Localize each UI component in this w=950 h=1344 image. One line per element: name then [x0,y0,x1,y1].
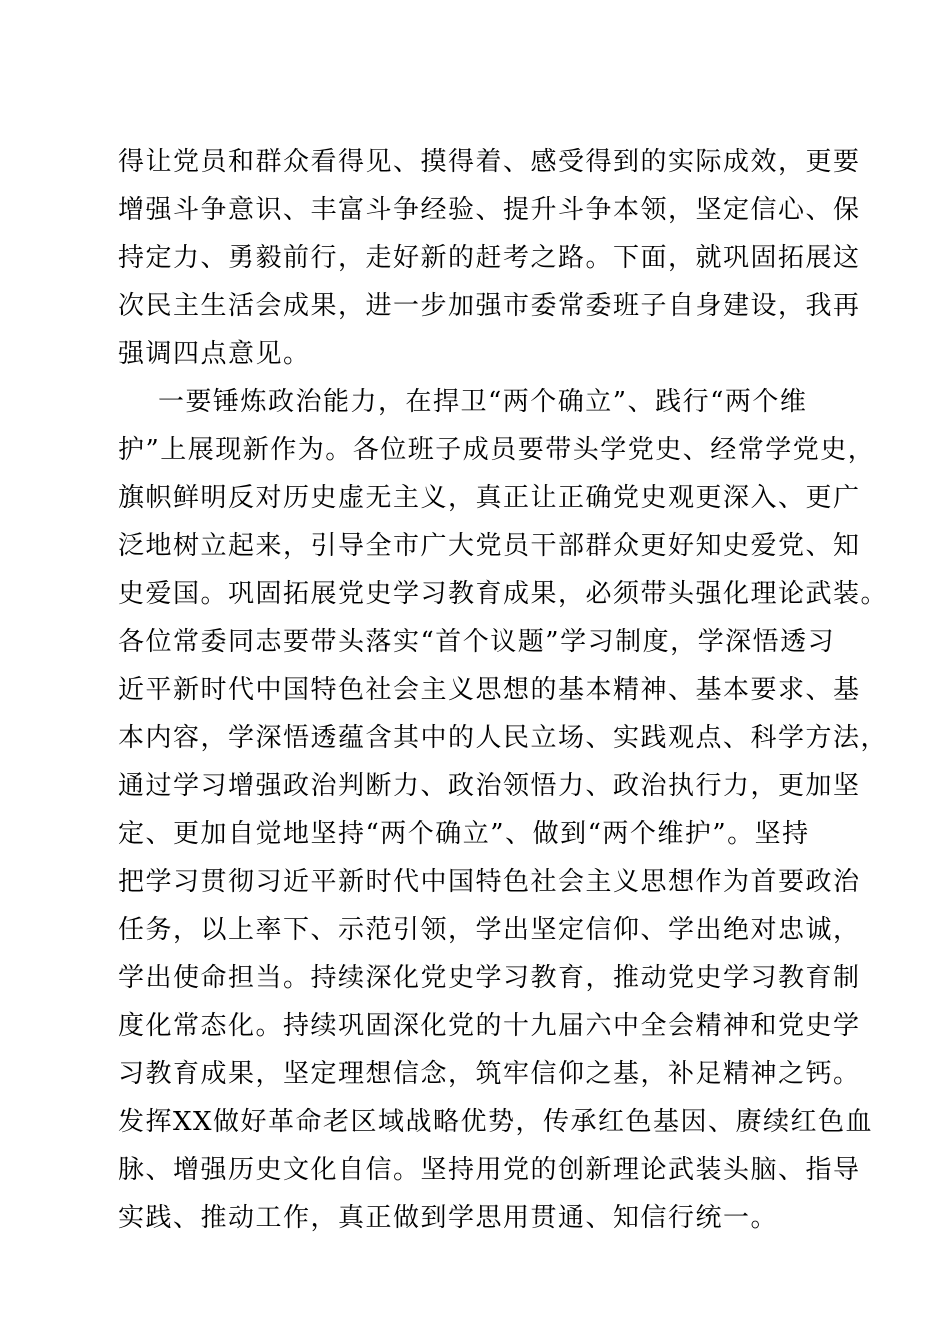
text-line: 任务，以上率下、示范引领，学出坚定信仰、学出绝对忠诚， [118,915,861,945]
text-line: 护”上展现新作为。各位班子成员要带头学党史、经常学党史， [118,435,876,465]
text-line: 持定力、勇毅前行，走好新的赶考之路。下面，就巩固拓展这 [118,243,861,273]
text-line: 发挥XX做好革命老区域战略优势，传承红色基因、赓续红色血 [118,1107,874,1137]
text-line: 度化常态化。持续巩固深化党的十九届六中全会精神和党史学 [118,1011,861,1041]
text-line: 近平新时代中国特色社会主义思想的基本精神、基本要求、基 [118,675,861,705]
text-line: 次民主生活会成果，进一步加强市委常委班子自身建设，我再 [118,291,861,321]
text-line: 实践、推动工作，真正做到学思用贯通、知信行统一。 [118,1203,779,1233]
text-line: 强调四点意见。 [118,339,311,369]
text-line: 增强斗争意识、丰富斗争经验、提升斗争本领，坚定信心、保 [118,195,861,225]
text-line: 史爱国。巩固拓展党史学习教育成果，必须带头强化理论武装。 [118,579,889,609]
text-line: 各位常委同志要带头落实“首个议题”学习制度，学深悟透习 [118,627,836,657]
text-line: 泛地树立起来，引导全市广大党员干部群众更好知史爱党、知 [118,531,861,561]
text-line: 定、更加自觉地坚持“两个确立”、做到“两个维护”。坚持 [118,819,810,849]
text-line: 一要锤炼政治能力，在捍卫“两个确立”、践行“两个维 [158,387,808,417]
text-line: 得让党员和群众看得见、摸得着、感受得到的实际成效，更要 [118,147,861,177]
text-line: 学出使命担当。持续深化党史学习教育，推动党史学习教育制 [118,963,861,993]
text-line: 本内容，学深悟透蕴含其中的人民立场、实践观点、科学方法， [118,723,889,753]
text-line: 旗帜鲜明反对历史虚无主义，真正让正确党史观更深入、更广 [118,483,861,513]
text-line: 习教育成果，坚定理想信念，筑牢信仰之基，补足精神之钙。 [118,1059,861,1089]
text-line: 把学习贯彻习近平新时代中国特色社会主义思想作为首要政治 [118,867,861,897]
text-line: 脉、增强历史文化自信。坚持用党的创新理论武装头脑、指导 [118,1155,861,1185]
text-line: 通过学习增强政治判断力、政治领悟力、政治执行力，更加坚 [118,771,861,801]
